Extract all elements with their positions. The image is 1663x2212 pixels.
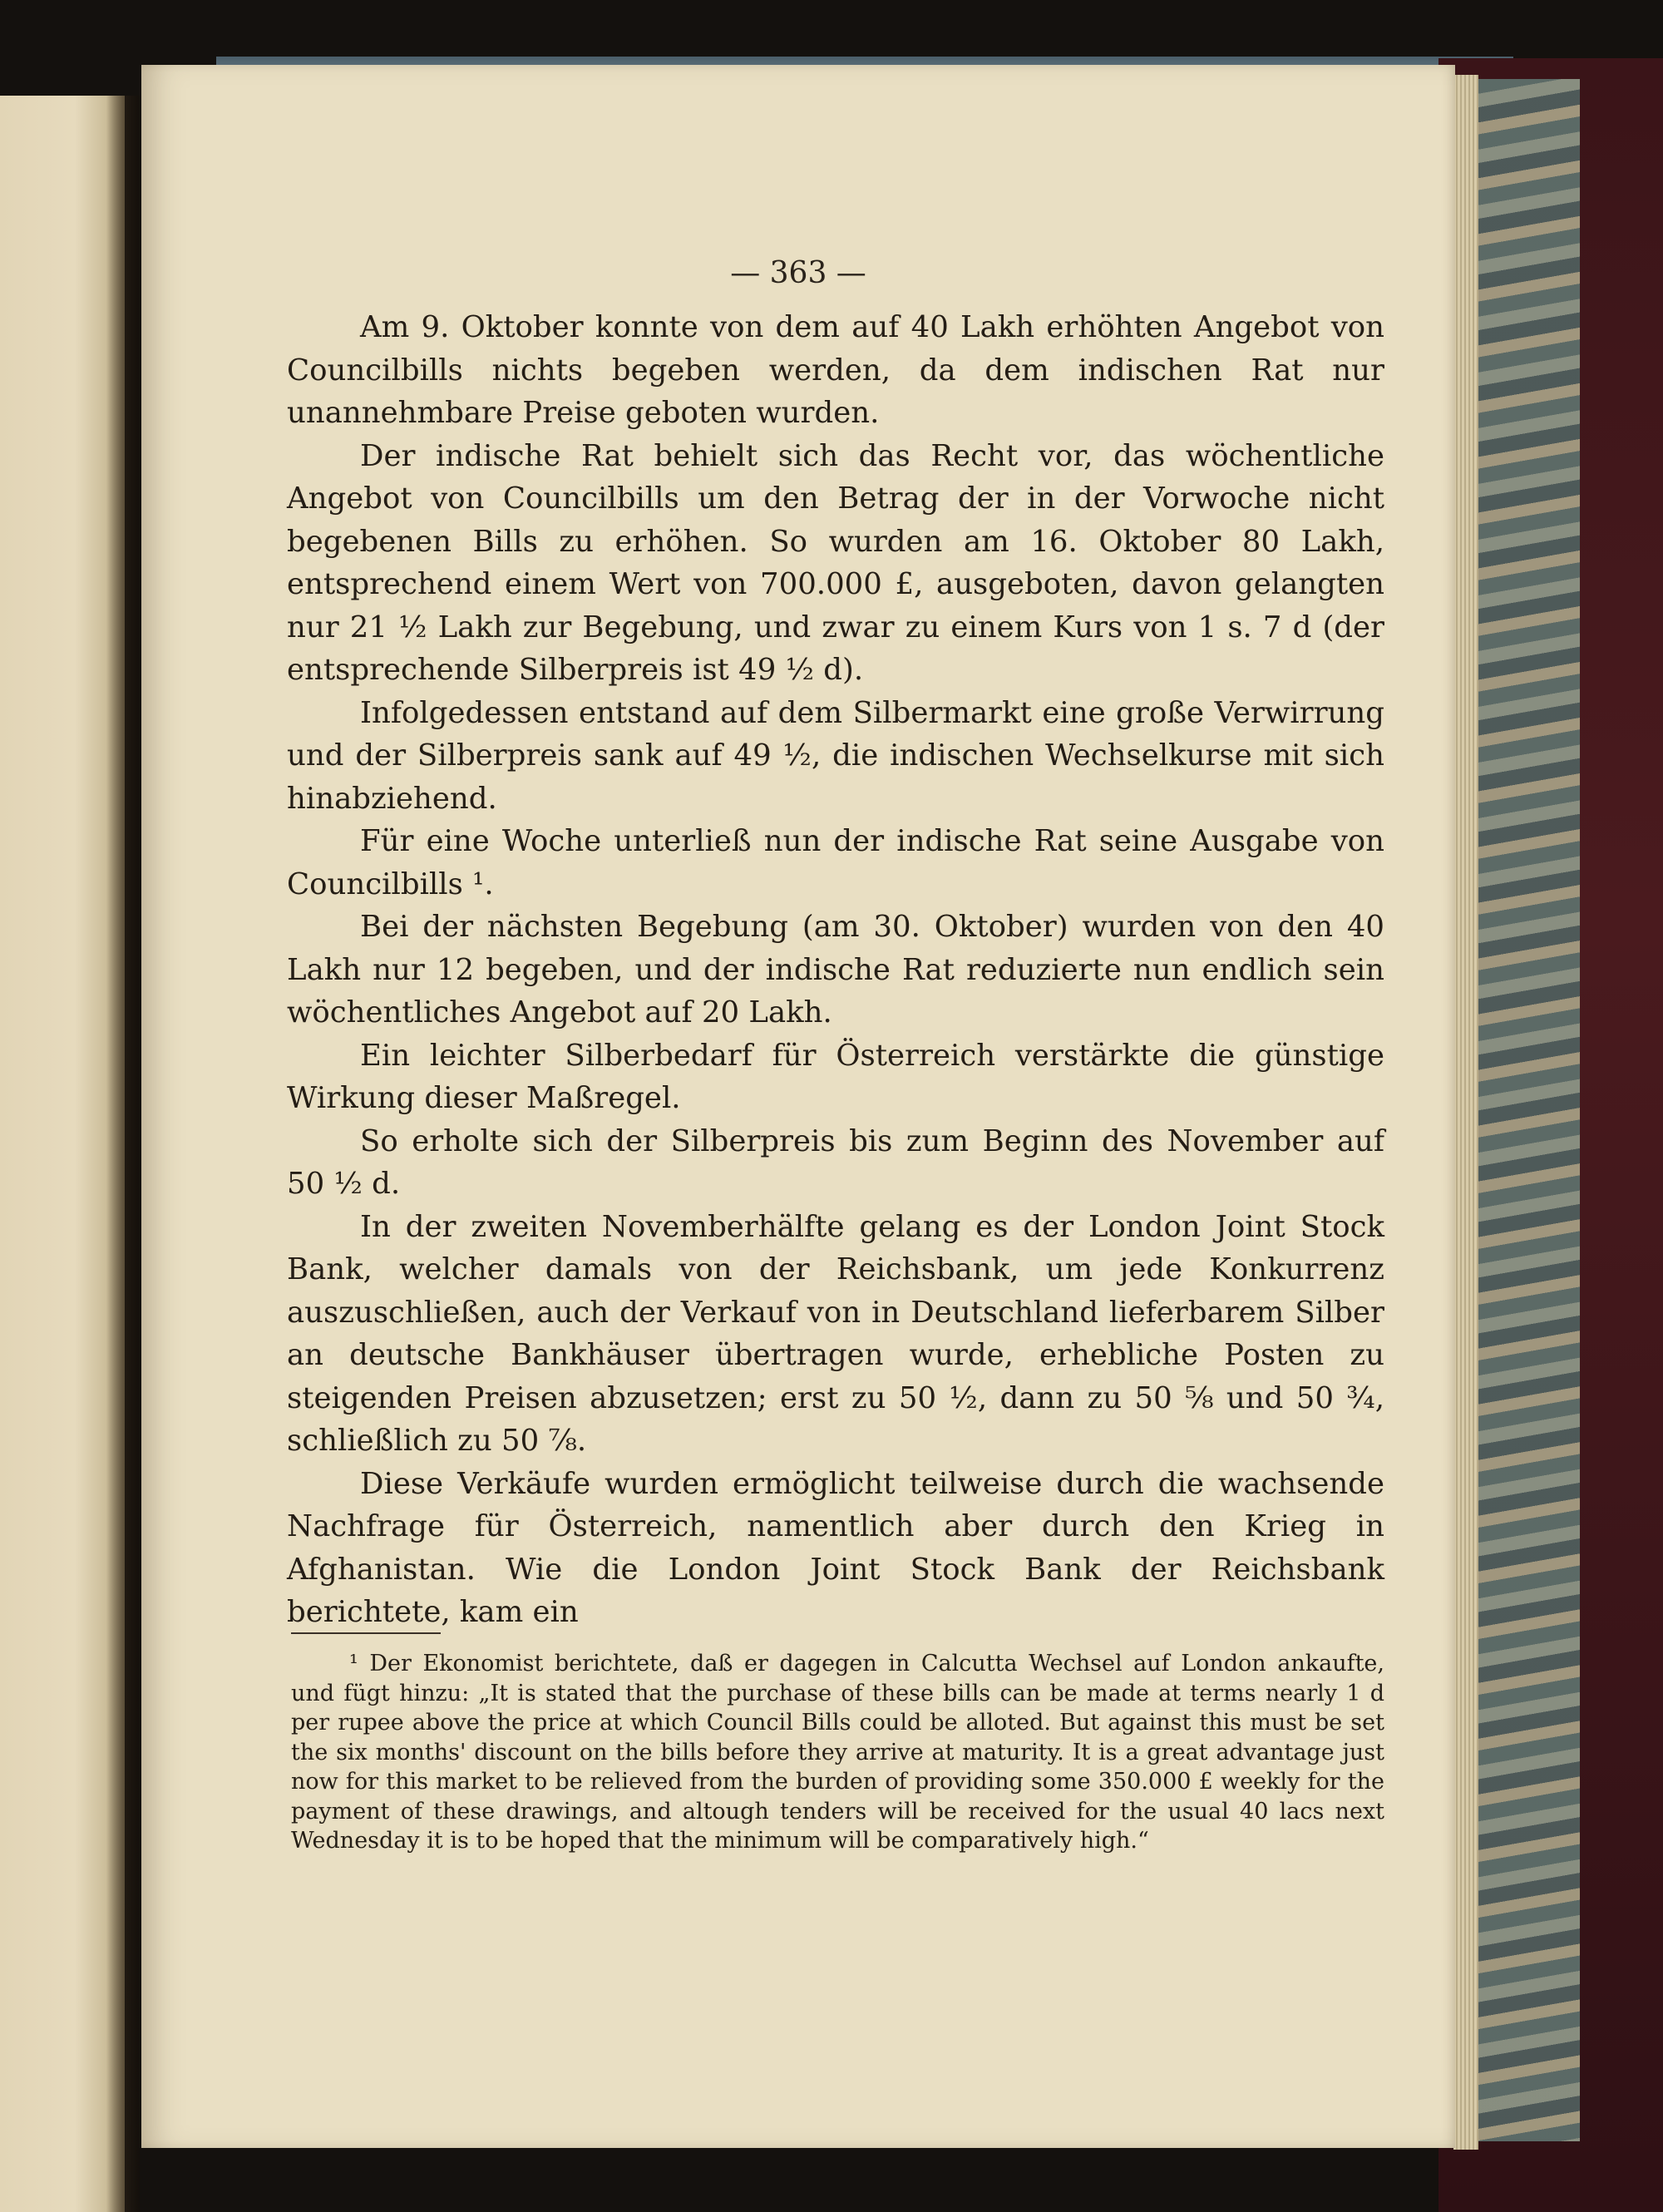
paragraph: In der zweiten Novemberhälfte gelang es der London Joint Stock Bank, welcher damals von der Reichsbank, um jede Konkurrenz auszuschließen, auch der Verkauf von in Deutschland lieferbarem Silber an deutsche Bankhäuser übertragen wurde, erhebliche Posten zu steigenden Preisen abzusetzen; erst zu 50 ½, dann zu 50 ⅝ und 50 ¾, schließlich zu 50 ⅞. — [287, 1209, 1384, 1458]
body-text — [287, 306, 1384, 1634]
paragraph: So erholte sich der Silberpreis bis zum Beginn des November auf 50 ½ d. — [287, 1123, 1384, 1201]
paragraph: Bei der nächsten Begebung (am 30. Oktober) wurden von den 40 Lakh nur 12 begeben, und der indische Rat reduzierte nun endlich sein wöchentliches Angebot auf 20 Lakh. — [287, 910, 1384, 1029]
book-page — [141, 65, 1455, 2148]
footnote-divider — [291, 1632, 441, 1634]
paragraph: Für eine Woche unterließ nun der indische Rat seine Ausgabe von Councilbills ¹. — [287, 824, 1384, 901]
footnote: ¹ Der Ekonomist berichtete, daß er dagegen in Calcutta Wechsel auf London ankaufte, und fügt hinzu: „It is stated that the purchase of these bills can be made at terms nearly 1 d per rupee above the price at which Council Bills could be alloted. But against this must be set the six months' discount on the bills before they arrive at maturity. It is a great advantage just now for this market to be relieved from the burden of providing some 350.000 £ weekly for the payment of these drawings, and altough tenders will be received for the usual 40 lacs next Wednesday it is to be hoped that the minimum will be comparatively high.“ — [291, 1651, 1384, 1854]
paragraph: Infolgedessen entstand auf dem Silbermarkt eine große Verwirrung und der Silberpreis sank auf 49 ½, die indischen Wechselkurse mit sich hinabziehend. — [287, 695, 1384, 816]
page-number: — 363 — — [730, 256, 866, 290]
page-stack-edge — [1453, 75, 1478, 2150]
paragraph: Ein leichter Silberbedarf für Österreich verstärkte die günstige Wirkung dieser Maßregel. — [287, 1038, 1384, 1115]
spine-shadow — [106, 96, 140, 2212]
paragraph: Diese Verkäufe wurden ermöglicht teilweise durch die wachsende Nachfrage für Österreich, namentlich aber durch den Krieg in Afghanistan. Wie die London Joint Stock Bank der Reichsbank berichtete, kam ein — [287, 1466, 1384, 1629]
paragraph: Am 9. Oktober konnte von dem auf 40 Lakh erhöhten Angebot von Councilbills nichts begeben werden, da dem indischen Rat nur unannehmbare Preise geboten wurden. — [287, 310, 1384, 430]
marbled-endpaper — [1476, 79, 1580, 2141]
paragraph: Der indische Rat behielt sich das Recht vor, das wöchentliche Angebot von Councilbills um den Betrag der in der Vorwoche nicht begebenen Bills zu erhöhen. So wurden am 16. Oktober 80 Lakh, entsprechend einem Wert von 700.000 £, ausgeboten, davon gelangten nur 21 ½ Lakh zur Begebung, und zwar zu einem Kurs von 1 s. 7 d (der entsprechende Silberpreis ist 49 ½ d). — [287, 438, 1384, 687]
